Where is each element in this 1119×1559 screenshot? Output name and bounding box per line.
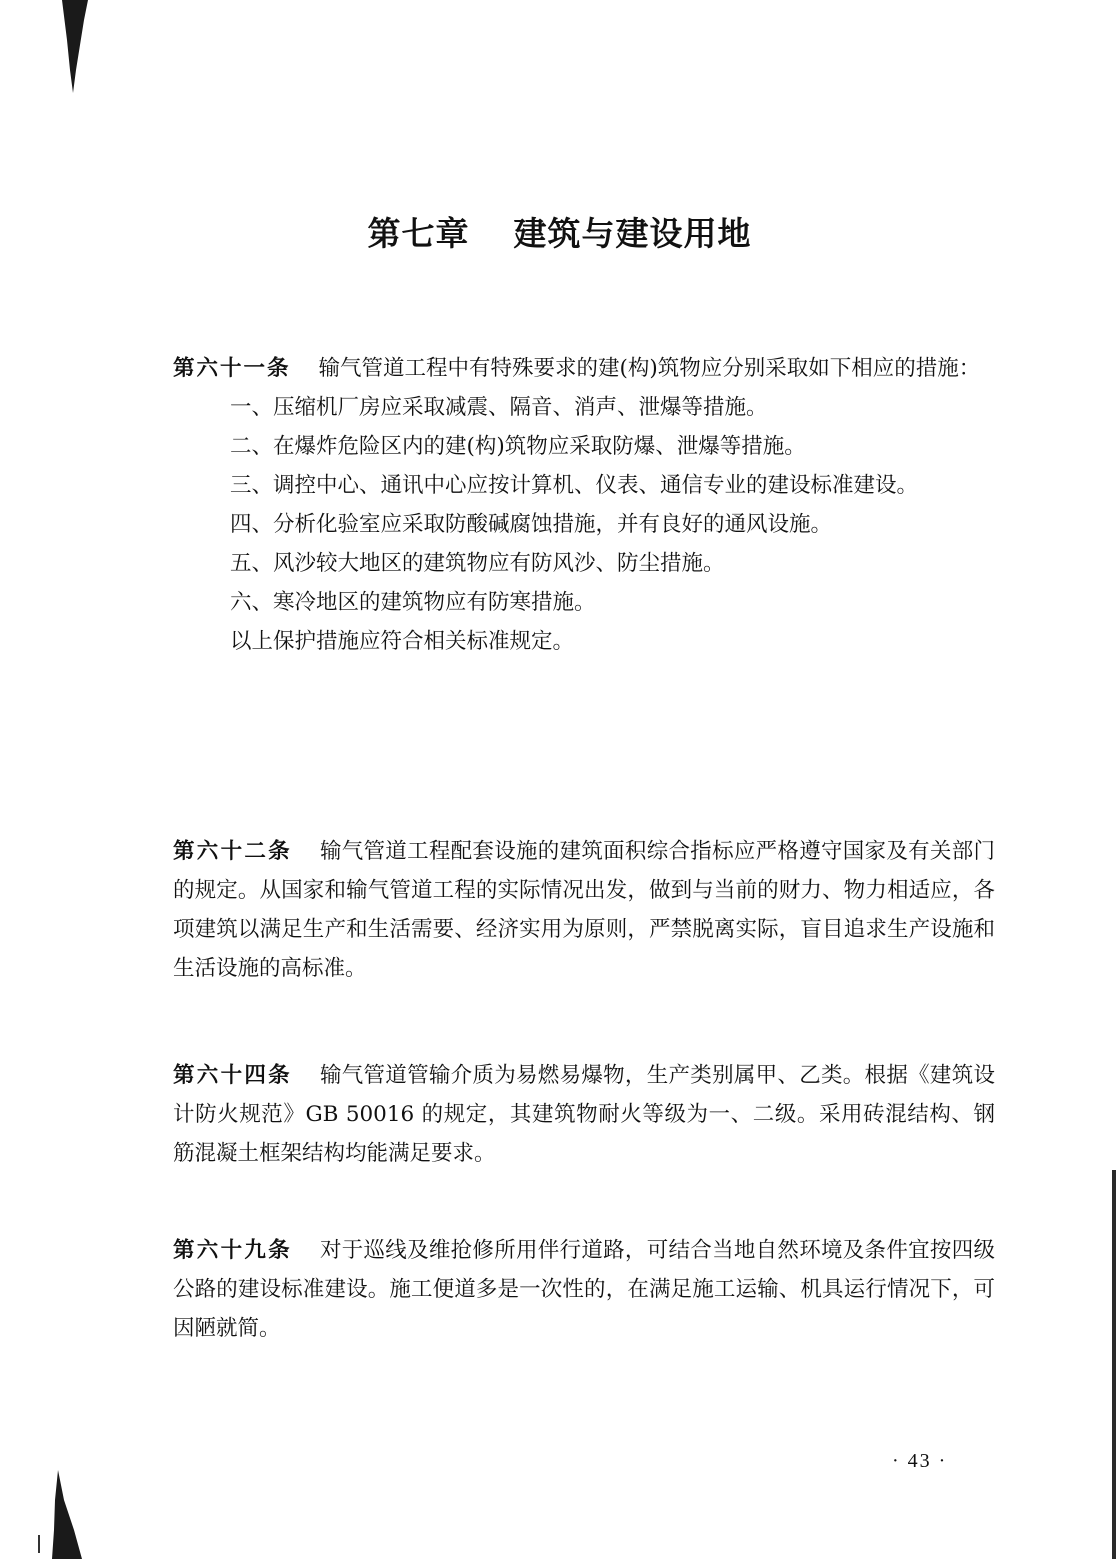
article-61-lead <box>173 349 995 388</box>
scan-binding-mark-bottom <box>30 1440 85 1559</box>
article-69 <box>173 1231 995 1348</box>
list-item: 以上保护措施应符合相关标准规定。 <box>230 629 575 654</box>
page-number: · 43 · <box>892 1450 948 1472</box>
list-item: 五、风沙较大地区的建筑物应有防风沙、防尘措施。 <box>230 551 725 576</box>
list-item: 六、寒冷地区的建筑物应有防寒措施。 <box>230 590 596 615</box>
list-item: 四、分析化验室应采取防酸碱腐蚀措施，并有良好的通风设施。 <box>230 512 833 537</box>
scan-edge-right <box>1112 1170 1116 1559</box>
article-text: 输气管道工程配套设施的建筑面积综合指标应严格遵守国家及有关部门的规定。从国家和输气管道工程的实际情况出发，做到与当前的财力、物力相适应，各项建筑以满足生产和生活需要、经济实用为原则，严禁脱离实际，盲目追求生产设施和生活设施的高标准。 <box>173 839 995 981</box>
article-number: 第六十一条 <box>173 356 291 381</box>
list-item: 三、调控中心、通讯中心应按计算机、仪表、通信专业的建设标准建设。 <box>230 473 919 498</box>
chapter-name: 建筑与建设用地 <box>513 214 752 253</box>
chapter-title <box>0 208 1119 255</box>
article-text: 输气管道管输介质为易燃易爆物，生产类别属甲、乙类。根据《建筑设计防火规范》GB 50016 的规定，其建筑物耐火等级为一、二级。采用砖混结构、钢筋混凝土框架结构均能满足要求。 <box>173 1063 995 1166</box>
article-text: 输气管道工程中有特殊要求的建(构)筑物应分别采取如下相应的措施： <box>318 356 981 381</box>
scan-binding-mark-top <box>60 0 90 95</box>
list-item: 一、压缩机厂房应采取减震、隔音、消声、泄爆等措施。 <box>230 395 768 420</box>
article-text: 对于巡线及维抢修所用伴行道路，可结合当地自然环境及条件宜按四级公路的建设标准建设。施工便道多是一次性的，在满足施工运输、机具运行情况下，可因陋就简。 <box>173 1238 995 1341</box>
article-number: 第六十九条 <box>173 1238 292 1263</box>
list-item: 二、在爆炸危险区内的建(构)筑物应采取防爆、泄爆等措施。 <box>230 434 806 459</box>
article-61 <box>173 349 995 661</box>
article-number: 第六十四条 <box>173 1063 292 1088</box>
chapter-number: 第七章 <box>367 214 470 253</box>
article-62 <box>173 832 995 988</box>
article-number: 第六十二条 <box>173 839 292 864</box>
article-64 <box>173 1056 995 1173</box>
